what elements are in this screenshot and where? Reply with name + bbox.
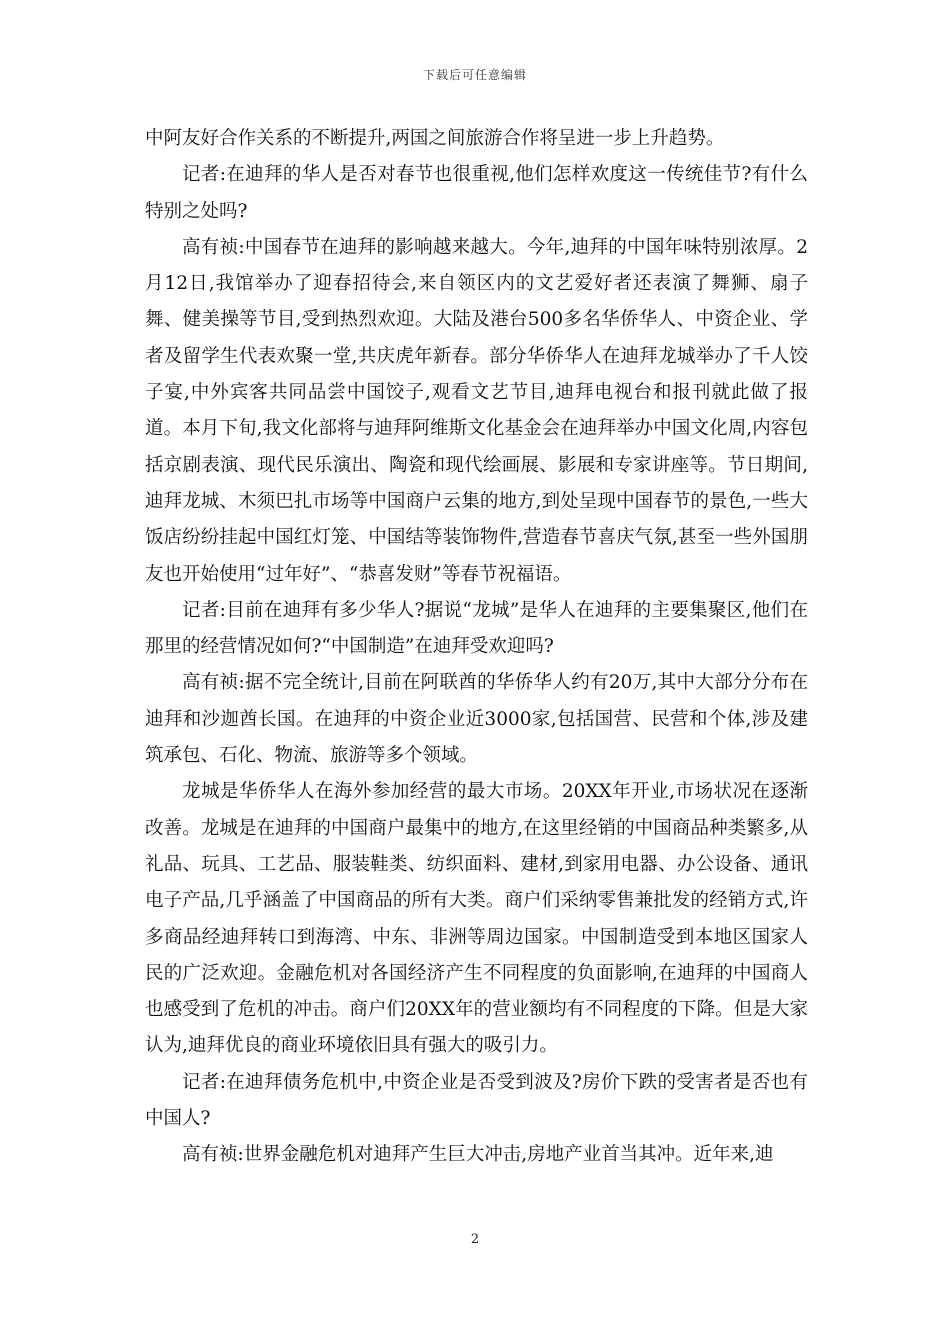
paragraph: 记者:在迪拜债务危机中,中资企业是否受到波及?房价下跌的受害者是否也有中国人? (145, 1071, 808, 1130)
document-body (145, 121, 808, 1174)
paragraph: 高有祯:中国春节在迪拜的影响越来越大。今年,迪拜的中国年味特别浓厚。2月12日,我馆举办了迎春招待会,来自领区内的文艺爱好者还表演了舞狮、扇子舞、健美操等节目,受到热烈欢迎。大陆及港台500多名华侨华人、中资企业、学者及留学生代表欢聚一堂,共庆虎年新春。部分华侨华人在迪拜龙城举办了千人饺子宴,中外宾客共同品尝中国饺子,观看文艺节目,迪拜电视台和报刊就此做了报道。本月下旬,我文化部将与迪拜阿维斯文化基金会在迪拜举办中国文化周,内容包括京剧表演、现代民乐演出、陶瓷和现代绘画展、影展和专家讲座等。节日期间,迪拜龙城、木须巴扎市场等中国商户云集的地方,到处呈现中国春节的景色,一些大饭店纷纷挂起中国红灯笼、中国结等装饰物件,营造春节喜庆气氛,甚至一些外国朋友也开始使用“过年好”、“恭喜发财”等春节祝福语。 (145, 236, 808, 585)
page-number: 2 (470, 1232, 480, 1247)
paragraph: 记者:在迪拜的华人是否对春节也很重视,他们怎样欢度这一传统佳节?有什么特别之处吗? (145, 164, 808, 222)
paragraph: 龙城是华侨华人在海外参加经营的最大市场。20XX年开业,市场状况在逐渐改善。龙城是在迪拜的中国商户最集中的地方,在这里经销的中国商品种类繁多,从礼品、玩具、工艺品、服装鞋类、纺织面料、建材,到家用电器、办公设备、通讯电子产品,几乎涵盖了中国商品的所有大类。商户们采纳零售兼批发的经销方式,许多商品经迪拜转口到海湾、中东、非洲等周边国家。中国制造受到本地区国家人民的广泛欢迎。金融危机对各国经济产生不同程度的负面影响,在迪拜的中国商人也感受到了危机的冲击。商户们20XX年的营业额均有不同程度的下降。但是大家认为,迪拜优良的商业环境依旧具有强大的吸引力。 (145, 781, 808, 1057)
page-header: 下载后可任意编辑 (422, 68, 527, 82)
paragraph: 记者:目前在迪拜有多少华人?据说“龙城”是华人在迪拜的主要集聚区,他们在那里的经营情况如何?“中国制造”在迪拜受欢迎吗? (145, 599, 808, 658)
paragraph: 高有祯:世界金融危机对迪拜产生巨大冲击,房地产业首当其冲。近年来,迪 (182, 1144, 774, 1166)
paragraph: 中阿友好合作关系的不断提升,两国之间旅游合作将呈进一步上升趋势。 (145, 128, 725, 149)
paragraph: 高有祯:据不完全统计,目前在阿联酋的华侨华人约有20万,其中大部分分布在迪拜和沙迦酋长国。在迪拜的中资企业近3000家,包括国营、民营和个体,涉及建筑承包、石化、物流、旅游等多个领域。 (145, 672, 808, 767)
